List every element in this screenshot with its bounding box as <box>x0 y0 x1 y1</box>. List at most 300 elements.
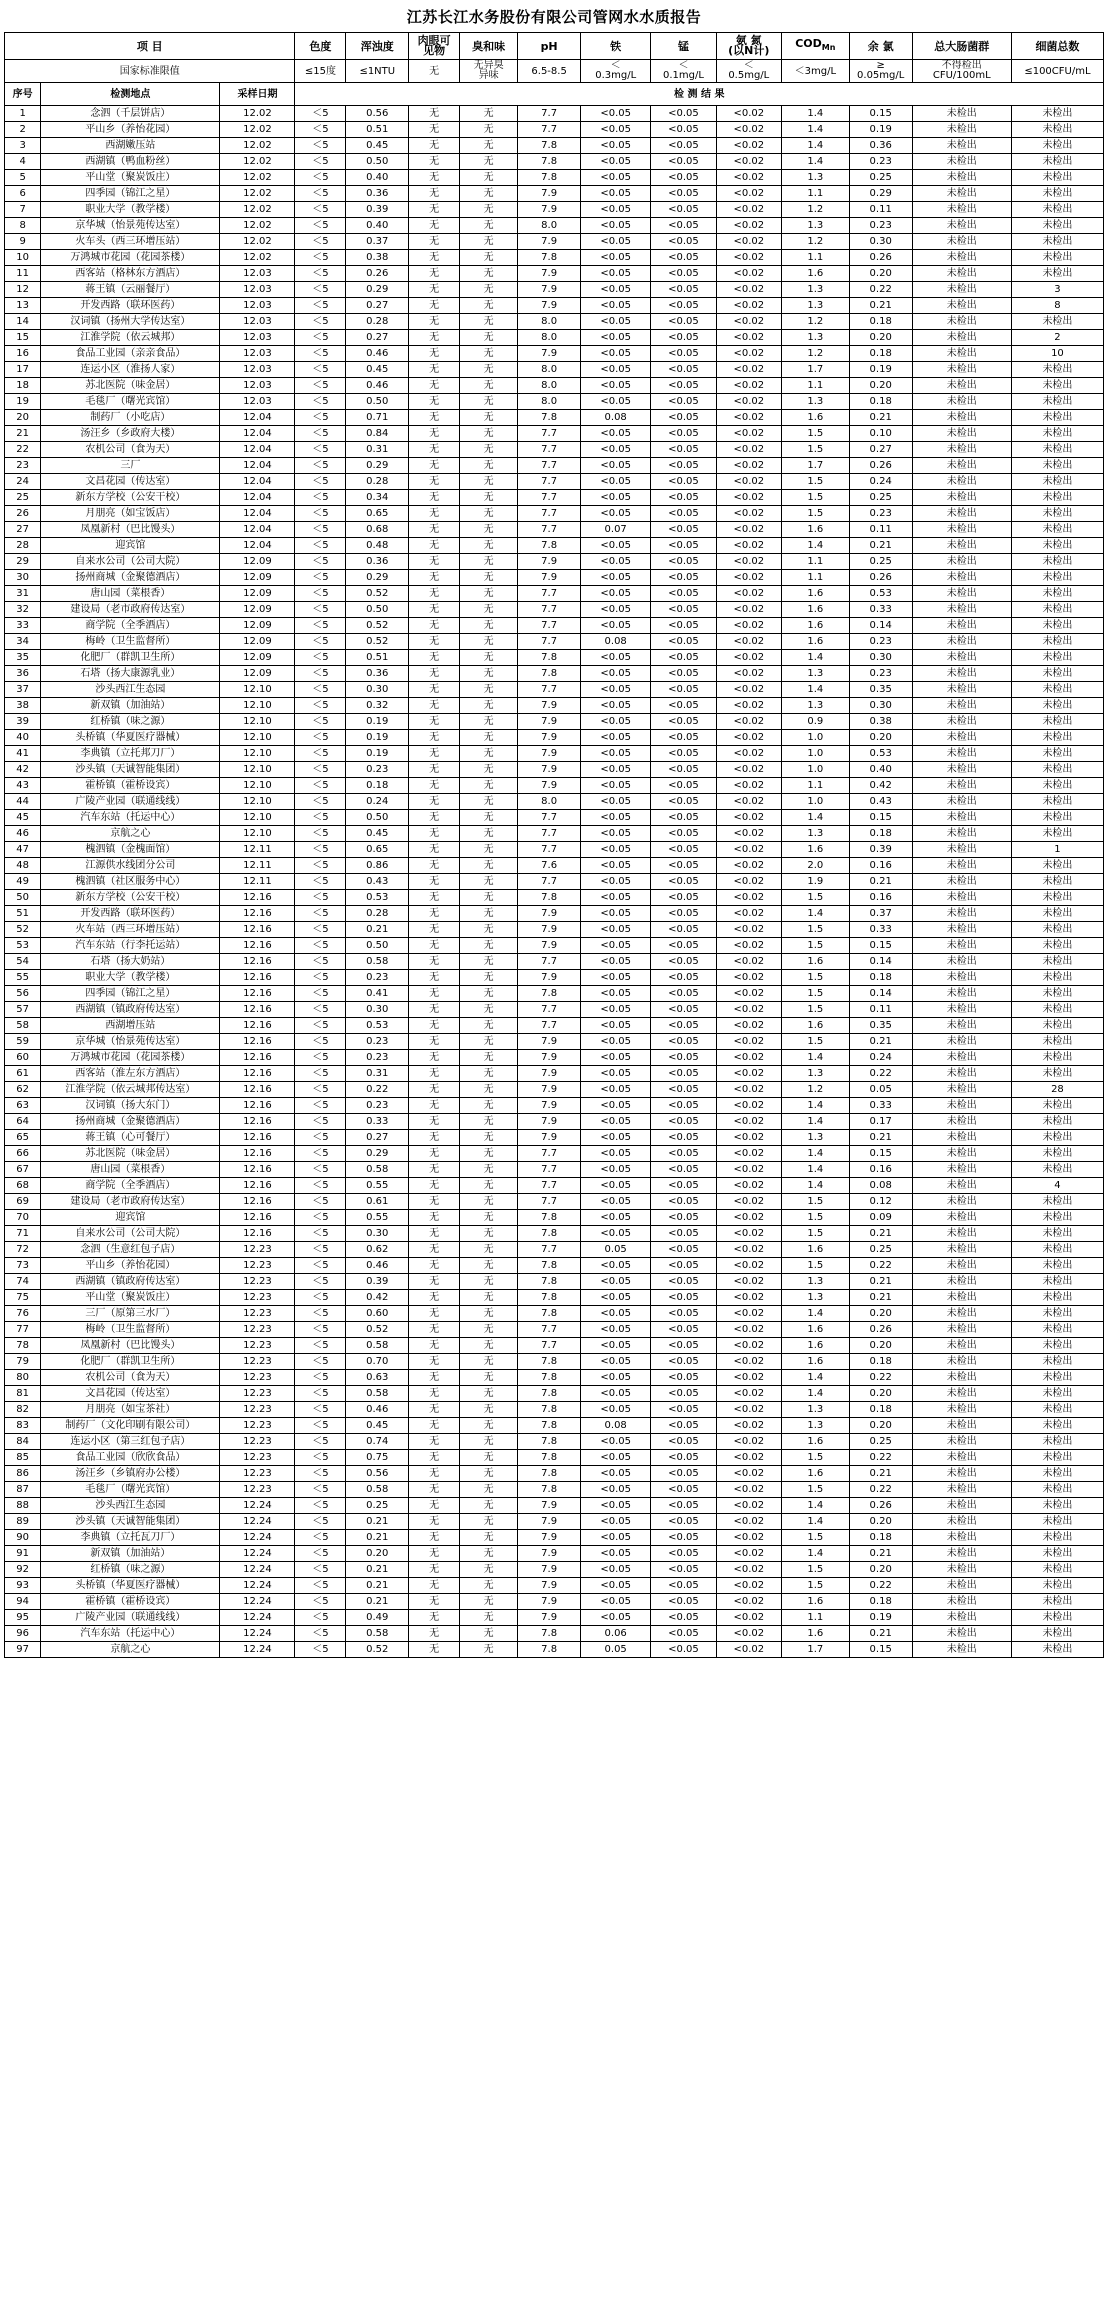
row-turbidity: 0.55 <box>346 1178 409 1194</box>
row-coliform: 未检出 <box>912 1578 1011 1594</box>
row-site: 京华城（怡景苑传达室） <box>41 218 220 234</box>
row-manganese: <0.05 <box>651 1418 716 1434</box>
row-bacteria: 未检出 <box>1011 1402 1103 1418</box>
row-visible-matter: 无 <box>409 490 460 506</box>
row-odor: 无 <box>460 1418 518 1434</box>
row-iron: <0.05 <box>581 442 651 458</box>
row-iron: <0.05 <box>581 538 651 554</box>
row-residual-chlorine: 0.18 <box>849 970 912 986</box>
row-site: 新双镇（加油站） <box>41 1546 220 1562</box>
row-bacteria: 未检出 <box>1011 986 1103 1002</box>
table-row <box>5 522 1104 538</box>
row-date: 12.23 <box>220 1466 295 1482</box>
row-bacteria: 未检出 <box>1011 714 1103 730</box>
row-bacteria: 未检出 <box>1011 1642 1103 1658</box>
row-codmn: 1.6 <box>781 1466 849 1482</box>
row-iron: <0.05 <box>581 426 651 442</box>
row-bacteria: 未检出 <box>1011 1434 1103 1450</box>
row-odor: 无 <box>460 1050 518 1066</box>
row-iron: <0.05 <box>581 298 651 314</box>
row-coliform: 未检出 <box>912 234 1011 250</box>
row-codmn: 1.4 <box>781 1050 849 1066</box>
row-ammonia: <0.02 <box>716 1594 781 1610</box>
row-visible-matter: 无 <box>409 1274 460 1290</box>
table-row <box>5 1530 1104 1546</box>
row-ammonia: <0.02 <box>716 1402 781 1418</box>
row-manganese: <0.05 <box>651 106 716 122</box>
row-ph: 7.8 <box>518 1370 581 1386</box>
row-site: 西湖增压站 <box>41 1018 220 1034</box>
row-no: 87 <box>5 1482 41 1498</box>
row-odor: 无 <box>460 346 518 362</box>
row-turbidity: 0.42 <box>346 1290 409 1306</box>
row-coliform: 未检出 <box>912 1642 1011 1658</box>
row-no: 73 <box>5 1258 41 1274</box>
row-codmn: 1.6 <box>781 522 849 538</box>
row-odor: 无 <box>460 410 518 426</box>
row-manganese: <0.05 <box>651 1626 716 1642</box>
row-no: 78 <box>5 1338 41 1354</box>
table-row <box>5 538 1104 554</box>
row-codmn: 1.4 <box>781 1162 849 1178</box>
row-ph: 8.0 <box>518 218 581 234</box>
row-odor: 无 <box>460 1594 518 1610</box>
row-manganese: <0.05 <box>651 218 716 234</box>
row-site: 江淮学院（依云城邦传达室） <box>41 1082 220 1098</box>
row-iron: <0.05 <box>581 346 651 362</box>
row-chroma: ＜5 <box>295 410 346 426</box>
row-visible-matter: 无 <box>409 1098 460 1114</box>
row-visible-matter: 无 <box>409 1178 460 1194</box>
row-ammonia: <0.02 <box>716 1146 781 1162</box>
row-ph: 7.9 <box>518 554 581 570</box>
row-date: 12.23 <box>220 1450 295 1466</box>
row-no: 58 <box>5 1018 41 1034</box>
row-chroma: ＜5 <box>295 442 346 458</box>
row-coliform: 未检出 <box>912 250 1011 266</box>
row-visible-matter: 无 <box>409 954 460 970</box>
row-iron: <0.05 <box>581 1466 651 1482</box>
row-codmn: 1.3 <box>781 394 849 410</box>
table-row <box>5 1594 1104 1610</box>
table-row <box>5 506 1104 522</box>
row-manganese: <0.05 <box>651 794 716 810</box>
row-iron: <0.05 <box>581 1290 651 1306</box>
table-row <box>5 986 1104 1002</box>
row-manganese: <0.05 <box>651 1050 716 1066</box>
row-chroma: ＜5 <box>295 1370 346 1386</box>
row-site: 梅岭（卫生监督所） <box>41 1322 220 1338</box>
row-turbidity: 0.36 <box>346 554 409 570</box>
row-codmn: 1.4 <box>781 1098 849 1114</box>
row-ammonia: <0.02 <box>716 586 781 602</box>
row-visible-matter: 无 <box>409 1370 460 1386</box>
row-bacteria: 未检出 <box>1011 1130 1103 1146</box>
table-row <box>5 106 1104 122</box>
row-coliform: 未检出 <box>912 906 1011 922</box>
row-residual-chlorine: 0.11 <box>849 1002 912 1018</box>
row-bacteria: 未检出 <box>1011 746 1103 762</box>
row-turbidity: 0.58 <box>346 954 409 970</box>
table-row <box>5 1242 1104 1258</box>
row-odor: 无 <box>460 1178 518 1194</box>
row-turbidity: 0.45 <box>346 1418 409 1434</box>
row-chroma: ＜5 <box>295 906 346 922</box>
row-ph: 7.8 <box>518 250 581 266</box>
row-iron: <0.05 <box>581 554 651 570</box>
row-ammonia: <0.02 <box>716 1226 781 1242</box>
row-manganese: <0.05 <box>651 1434 716 1450</box>
row-ph: 7.7 <box>518 1194 581 1210</box>
row-ph: 7.9 <box>518 186 581 202</box>
row-turbidity: 0.25 <box>346 1498 409 1514</box>
row-ph: 7.7 <box>518 522 581 538</box>
row-codmn: 1.6 <box>781 410 849 426</box>
row-date: 12.04 <box>220 442 295 458</box>
row-visible-matter: 无 <box>409 1498 460 1514</box>
row-chroma: ＜5 <box>295 602 346 618</box>
row-visible-matter: 无 <box>409 1306 460 1322</box>
row-bacteria: 未检出 <box>1011 1162 1103 1178</box>
row-odor: 无 <box>460 490 518 506</box>
row-codmn: 1.4 <box>781 1386 849 1402</box>
row-turbidity: 0.56 <box>346 106 409 122</box>
row-residual-chlorine: 0.21 <box>849 298 912 314</box>
row-turbidity: 0.56 <box>346 1466 409 1482</box>
row-chroma: ＜5 <box>295 1274 346 1290</box>
row-coliform: 未检出 <box>912 1162 1011 1178</box>
row-odor: 无 <box>460 938 518 954</box>
row-coliform: 未检出 <box>912 1194 1011 1210</box>
row-date: 12.11 <box>220 858 295 874</box>
row-manganese: <0.05 <box>651 1578 716 1594</box>
row-date: 12.09 <box>220 634 295 650</box>
row-manganese: <0.05 <box>651 810 716 826</box>
row-no: 64 <box>5 1114 41 1130</box>
row-manganese: <0.05 <box>651 730 716 746</box>
row-bacteria: 未检出 <box>1011 954 1103 970</box>
row-coliform: 未检出 <box>912 1482 1011 1498</box>
row-residual-chlorine: 0.21 <box>849 1546 912 1562</box>
row-coliform: 未检出 <box>912 218 1011 234</box>
row-site: 开发西路（联环医药） <box>41 906 220 922</box>
row-manganese: <0.05 <box>651 1066 716 1082</box>
row-bacteria: 未检出 <box>1011 1562 1103 1578</box>
row-coliform: 未检出 <box>912 1098 1011 1114</box>
row-codmn: 1.6 <box>781 634 849 650</box>
row-iron: <0.05 <box>581 666 651 682</box>
row-iron: <0.05 <box>581 618 651 634</box>
row-chroma: ＜5 <box>295 1194 346 1210</box>
row-bacteria: 未检出 <box>1011 314 1103 330</box>
row-chroma: ＜5 <box>295 1082 346 1098</box>
row-bacteria: 未检出 <box>1011 1242 1103 1258</box>
row-date: 12.10 <box>220 794 295 810</box>
row-coliform: 未检出 <box>912 1338 1011 1354</box>
row-iron: <0.05 <box>581 1066 651 1082</box>
row-chroma: ＜5 <box>295 810 346 826</box>
row-date: 12.02 <box>220 170 295 186</box>
row-no: 7 <box>5 202 41 218</box>
row-codmn: 1.4 <box>781 1498 849 1514</box>
row-no: 19 <box>5 394 41 410</box>
row-no: 13 <box>5 298 41 314</box>
row-bacteria: 未检出 <box>1011 1482 1103 1498</box>
row-chroma: ＜5 <box>295 426 346 442</box>
row-bacteria: 未检出 <box>1011 890 1103 906</box>
table-row <box>5 762 1104 778</box>
row-codmn: 1.5 <box>781 1450 849 1466</box>
table-row <box>5 490 1104 506</box>
row-coliform: 未检出 <box>912 1498 1011 1514</box>
row-odor: 无 <box>460 1258 518 1274</box>
row-coliform: 未检出 <box>912 938 1011 954</box>
row-bacteria: 未检出 <box>1011 1546 1103 1562</box>
row-residual-chlorine: 0.23 <box>849 154 912 170</box>
row-ammonia: <0.02 <box>716 874 781 890</box>
row-no: 10 <box>5 250 41 266</box>
row-date: 12.03 <box>220 394 295 410</box>
row-turbidity: 0.52 <box>346 586 409 602</box>
row-coliform: 未检出 <box>912 1018 1011 1034</box>
row-date: 12.23 <box>220 1258 295 1274</box>
row-residual-chlorine: 0.53 <box>849 746 912 762</box>
row-date: 12.04 <box>220 474 295 490</box>
row-codmn: 1.4 <box>781 682 849 698</box>
header-date: 采样日期 <box>220 83 295 106</box>
row-ammonia: <0.02 <box>716 634 781 650</box>
row-visible-matter: 无 <box>409 586 460 602</box>
row-residual-chlorine: 0.26 <box>849 570 912 586</box>
row-odor: 无 <box>460 810 518 826</box>
row-ammonia: <0.02 <box>716 666 781 682</box>
row-odor: 无 <box>460 522 518 538</box>
row-codmn: 1.1 <box>781 570 849 586</box>
table-row <box>5 1162 1104 1178</box>
row-visible-matter: 无 <box>409 378 460 394</box>
row-iron: <0.05 <box>581 1370 651 1386</box>
row-visible-matter: 无 <box>409 1626 460 1642</box>
row-ammonia: <0.02 <box>716 650 781 666</box>
row-iron: <0.05 <box>581 170 651 186</box>
row-visible-matter: 无 <box>409 1322 460 1338</box>
table-row <box>5 570 1104 586</box>
row-iron: 0.08 <box>581 410 651 426</box>
row-visible-matter: 无 <box>409 682 460 698</box>
table-row <box>5 1226 1104 1242</box>
row-ammonia: <0.02 <box>716 1466 781 1482</box>
row-ammonia: <0.02 <box>716 522 781 538</box>
row-visible-matter: 无 <box>409 1546 460 1562</box>
row-date: 12.16 <box>220 1178 295 1194</box>
row-no: 67 <box>5 1162 41 1178</box>
row-coliform: 未检出 <box>912 554 1011 570</box>
row-residual-chlorine: 0.53 <box>849 586 912 602</box>
row-manganese: <0.05 <box>651 426 716 442</box>
row-chroma: ＜5 <box>295 346 346 362</box>
row-coliform: 未检出 <box>912 810 1011 826</box>
table-row <box>5 634 1104 650</box>
table-row <box>5 922 1104 938</box>
row-turbidity: 0.60 <box>346 1306 409 1322</box>
row-date: 12.02 <box>220 234 295 250</box>
row-residual-chlorine: 0.17 <box>849 1114 912 1130</box>
row-coliform: 未检出 <box>912 490 1011 506</box>
row-bacteria: 未检出 <box>1011 138 1103 154</box>
row-ph: 7.8 <box>518 986 581 1002</box>
row-ammonia: <0.02 <box>716 730 781 746</box>
row-date: 12.24 <box>220 1610 295 1626</box>
row-coliform: 未检出 <box>912 1290 1011 1306</box>
row-ammonia: <0.02 <box>716 1306 781 1322</box>
row-site: 平山乡（养怡花园） <box>41 1258 220 1274</box>
row-coliform: 未检出 <box>912 570 1011 586</box>
row-site: 新东方学校（公安干校） <box>41 890 220 906</box>
row-chroma: ＜5 <box>295 650 346 666</box>
row-coliform: 未检出 <box>912 1386 1011 1402</box>
row-coliform: 未检出 <box>912 106 1011 122</box>
table-row <box>5 346 1104 362</box>
row-turbidity: 0.43 <box>346 874 409 890</box>
row-site: 制药厂（文化印刷有限公司） <box>41 1418 220 1434</box>
row-ammonia: <0.02 <box>716 298 781 314</box>
row-iron: <0.05 <box>581 378 651 394</box>
row-codmn: 1.5 <box>781 1530 849 1546</box>
row-bacteria: 未检出 <box>1011 122 1103 138</box>
row-visible-matter: 无 <box>409 506 460 522</box>
row-chroma: ＜5 <box>295 250 346 266</box>
row-coliform: 未检出 <box>912 1258 1011 1274</box>
row-turbidity: 0.19 <box>346 746 409 762</box>
row-turbidity: 0.23 <box>346 1034 409 1050</box>
table-row <box>5 666 1104 682</box>
row-date: 12.02 <box>220 154 295 170</box>
row-odor: 无 <box>460 330 518 346</box>
row-odor: 无 <box>460 762 518 778</box>
row-turbidity: 0.63 <box>346 1370 409 1386</box>
row-visible-matter: 无 <box>409 730 460 746</box>
row-bacteria: 未检出 <box>1011 650 1103 666</box>
row-manganese: <0.05 <box>651 1242 716 1258</box>
row-site: 扬州商城（金聚德酒店） <box>41 570 220 586</box>
row-bacteria: 未检出 <box>1011 218 1103 234</box>
row-date: 12.23 <box>220 1290 295 1306</box>
row-iron: <0.05 <box>581 1434 651 1450</box>
row-residual-chlorine: 0.19 <box>849 122 912 138</box>
row-date: 12.23 <box>220 1338 295 1354</box>
row-iron: <0.05 <box>581 362 651 378</box>
row-ph: 7.7 <box>518 1018 581 1034</box>
row-no: 76 <box>5 1306 41 1322</box>
header-item-label: 项 目 <box>5 33 295 60</box>
row-bacteria: 未检出 <box>1011 442 1103 458</box>
row-date: 12.03 <box>220 266 295 282</box>
row-bacteria: 未检出 <box>1011 1418 1103 1434</box>
row-manganese: <0.05 <box>651 1034 716 1050</box>
row-ph: 7.9 <box>518 346 581 362</box>
row-manganese: <0.05 <box>651 1482 716 1498</box>
row-manganese: <0.05 <box>651 666 716 682</box>
row-iron: 0.08 <box>581 1418 651 1434</box>
row-site: 红桥镇（味之源） <box>41 714 220 730</box>
row-site: 职业大学（教学楼） <box>41 970 220 986</box>
row-ammonia: <0.02 <box>716 1162 781 1178</box>
row-ammonia: <0.02 <box>716 682 781 698</box>
row-odor: 无 <box>460 634 518 650</box>
row-iron: <0.05 <box>581 1514 651 1530</box>
table-row <box>5 1306 1104 1322</box>
row-visible-matter: 无 <box>409 202 460 218</box>
row-visible-matter: 无 <box>409 1610 460 1626</box>
row-odor: 无 <box>460 250 518 266</box>
row-no: 35 <box>5 650 41 666</box>
row-chroma: ＜5 <box>295 666 346 682</box>
table-row <box>5 362 1104 378</box>
row-manganese: <0.05 <box>651 506 716 522</box>
row-residual-chlorine: 0.15 <box>849 1146 912 1162</box>
row-ph: 7.7 <box>518 1242 581 1258</box>
row-odor: 无 <box>460 282 518 298</box>
row-bacteria: 未检出 <box>1011 1370 1103 1386</box>
row-chroma: ＜5 <box>295 218 346 234</box>
row-no: 27 <box>5 522 41 538</box>
row-odor: 无 <box>460 1290 518 1306</box>
row-ph: 7.7 <box>518 442 581 458</box>
row-ammonia: <0.02 <box>716 1114 781 1130</box>
row-ph: 7.9 <box>518 1546 581 1562</box>
row-turbidity: 0.49 <box>346 1610 409 1626</box>
row-codmn: 2.0 <box>781 858 849 874</box>
table-row <box>5 810 1104 826</box>
row-coliform: 未检出 <box>912 1434 1011 1450</box>
row-residual-chlorine: 0.37 <box>849 906 912 922</box>
row-ammonia: <0.02 <box>716 762 781 778</box>
row-ammonia: <0.02 <box>716 426 781 442</box>
row-manganese: <0.05 <box>651 618 716 634</box>
row-turbidity: 0.46 <box>346 1258 409 1274</box>
row-manganese: <0.05 <box>651 826 716 842</box>
row-turbidity: 0.39 <box>346 1274 409 1290</box>
row-site: 文昌花园（传达室） <box>41 1386 220 1402</box>
table-row <box>5 1178 1104 1194</box>
row-ammonia: <0.02 <box>716 986 781 1002</box>
row-bacteria: 未检出 <box>1011 186 1103 202</box>
row-date: 12.03 <box>220 298 295 314</box>
row-visible-matter: 无 <box>409 1146 460 1162</box>
row-turbidity: 0.21 <box>346 922 409 938</box>
row-codmn: 1.5 <box>781 1258 849 1274</box>
row-iron: <0.05 <box>581 1034 651 1050</box>
row-manganese: <0.05 <box>651 1354 716 1370</box>
row-chroma: ＜5 <box>295 1114 346 1130</box>
row-codmn: 1.4 <box>781 122 849 138</box>
row-residual-chlorine: 0.21 <box>849 1130 912 1146</box>
row-coliform: 未检出 <box>912 650 1011 666</box>
row-site: 自来水公司（公司大院） <box>41 1226 220 1242</box>
row-visible-matter: 无 <box>409 250 460 266</box>
row-no: 25 <box>5 490 41 506</box>
row-iron: <0.05 <box>581 698 651 714</box>
row-visible-matter: 无 <box>409 1194 460 1210</box>
row-residual-chlorine: 0.36 <box>849 138 912 154</box>
row-iron: <0.05 <box>581 938 651 954</box>
row-chroma: ＜5 <box>295 474 346 490</box>
row-ammonia: <0.02 <box>716 266 781 282</box>
row-no: 54 <box>5 954 41 970</box>
row-date: 12.09 <box>220 618 295 634</box>
row-turbidity: 0.58 <box>346 1162 409 1178</box>
row-ph: 8.0 <box>518 394 581 410</box>
